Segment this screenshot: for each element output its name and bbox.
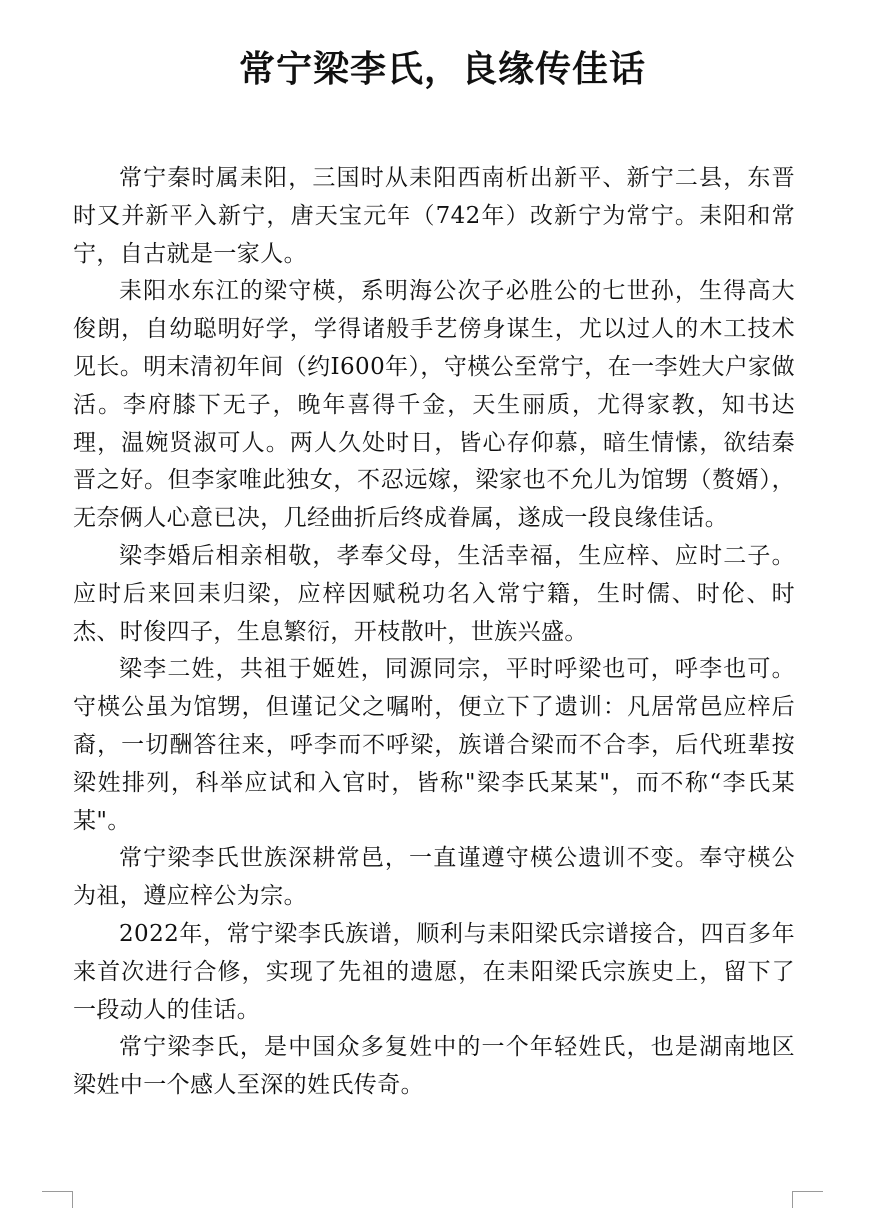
paragraph: 梁李二姓，共祖于姬姓，同源同宗，平时呼梁也可，呼李也可。守楧公虽为馆甥，但谨记父之嘱咐，便立下了遗训：凡居常邑应梓后裔，一切酬答往来，呼李而不呼梁，族谱合梁而不合李，后代班辈按梁姓排列，科举应试和入官时，皆称"梁李氏某某"，而不称“李氏某某"。 bbox=[73, 656, 795, 834]
paragraph: 耒阳水东江的梁守楧，系明海公次子必胜公的七世孙，生得高大俊朗，自幼聪明好学，学得诸般手艺傍身谋生，尤以过人的木工技术见长。明末清初年间（约I600年），守楧公至常宁，在一李姓大户家做活。李府膝下无子，晚年喜得千金，天生丽质，尤得家教，知书达理，温婉贤淑可人。两人久处时日，皆心存仰慕，暗生情愫，欲结秦晋之好。但李家唯此独女，不忍远嫁，梁家也不允儿为馆甥（赘婿），无奈俩人心意已决，几经曲折后终成眷属，遂成一段良缘佳话。 bbox=[73, 278, 795, 532]
page-corner-mark-right bbox=[792, 1191, 823, 1208]
page-corner-mark-left bbox=[42, 1191, 73, 1208]
paragraph: 梁李婚后相亲相敬，孝奉父母，生活幸福，生应梓、应时二子。应时后来回耒归梁，应梓因赋税功名入常宁籍，生时儒、时伦、时杰、时俊四子，生息繁衍，开枝散叶，世族兴盛。 bbox=[73, 542, 795, 645]
document-title: 常宁梁李氏，良缘传佳话 bbox=[238, 48, 646, 90]
paragraph: 常宁梁李氏，是中国众多复姓中的一个年轻姓氏，也是湖南地区梁姓中一个感人至深的姓氏传奇。 bbox=[73, 1034, 795, 1099]
paragraph: 2022年，常宁梁李氏族谱，顺利与耒阳梁氏宗谱接合，四百多年来首次进行合修，实现了先祖的遗愿，在耒阳梁氏宗族史上，留下了一段动人的佳话。 bbox=[73, 920, 795, 1023]
paragraph: 常宁梁李氏世族深耕常邑，一直谨遵守楧公遗训不变。奉守楧公为祖，遵应梓公为宗。 bbox=[73, 845, 795, 910]
document-body bbox=[73, 160, 795, 1105]
paragraph: 常宁秦时属耒阳，三国时从耒阳西南析出新平、新宁二县，东晋时又并新平入新宁，唐天宝元年（742年）改新宁为常宁。耒阳和常宁，自古就是一家人。 bbox=[73, 165, 795, 267]
